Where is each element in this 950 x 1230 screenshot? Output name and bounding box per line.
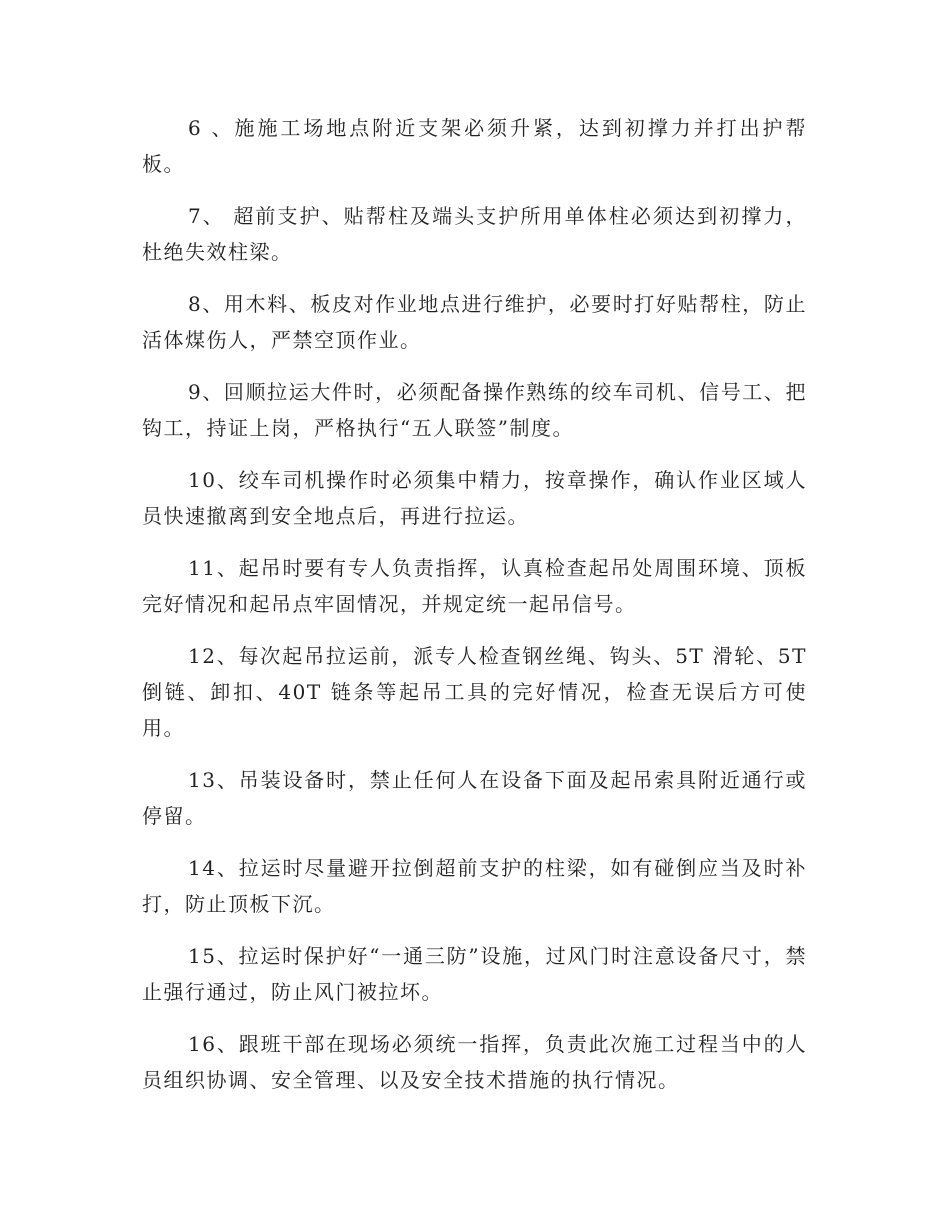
paragraph-item-16: 16、跟班干部在现场必须统一指挥，负责此次施工过程当中的人员组织协调、安全管理、以及安全技术措施的执行情况。 bbox=[142, 1032, 807, 1092]
paragraph-item-13: 13、吊装设备时，禁止任何人在设备下面及起吊索具附近通行或停留。 bbox=[142, 768, 807, 828]
paragraph-item-15: 15、拉运时保护好“一通三防”设施，过风门时注意设备尺寸，禁止强行通过，防止风门被拉坏。 bbox=[142, 944, 807, 1004]
paragraph-item-14: 14、拉运时尽量避开拉倒超前支护的柱梁，如有碰倒应当及时补打，防止顶板下沉。 bbox=[142, 856, 807, 916]
paragraph-item-9: 9、回顺拉运大件时，必须配备操作熟练的绞车司机、信号工、把钩工，持证上岗，严格执行“五人联签”制度。 bbox=[142, 380, 807, 440]
document-body bbox=[142, 110, 807, 1114]
paragraph-item-10: 10、绞车司机操作时必须集中精力，按章操作，确认作业区域人员快速撤离到安全地点后，再进行拉运。 bbox=[142, 468, 807, 528]
paragraph-item-7: 7、 超前支护、贴帮柱及端头支护所用单体柱必须达到初撑力，杜绝失效柱梁。 bbox=[142, 204, 807, 264]
paragraph-item-8: 8、用木料、板皮对作业地点进行维护，必要时打好贴帮柱，防止活体煤伤人，严禁空顶作业。 bbox=[142, 292, 807, 352]
paragraph-item-6: 6 、施施工场地点附近支架必须升紧，达到初撑力并打出护帮板。 bbox=[142, 116, 807, 176]
paragraph-item-11: 11、起吊时要有专人负责指挥，认真检查起吊处周围环境、顶板完好情况和起吊点牢固情况，并规定统一起吊信号。 bbox=[142, 556, 807, 616]
paragraph-item-12: 12、每次起吊拉运前，派专人检查钢丝绳、钩头、5T 滑轮、5T 倒链、卸扣、40T 链条等起吊工具的完好情况，检查无误后方可使用。 bbox=[142, 644, 807, 740]
